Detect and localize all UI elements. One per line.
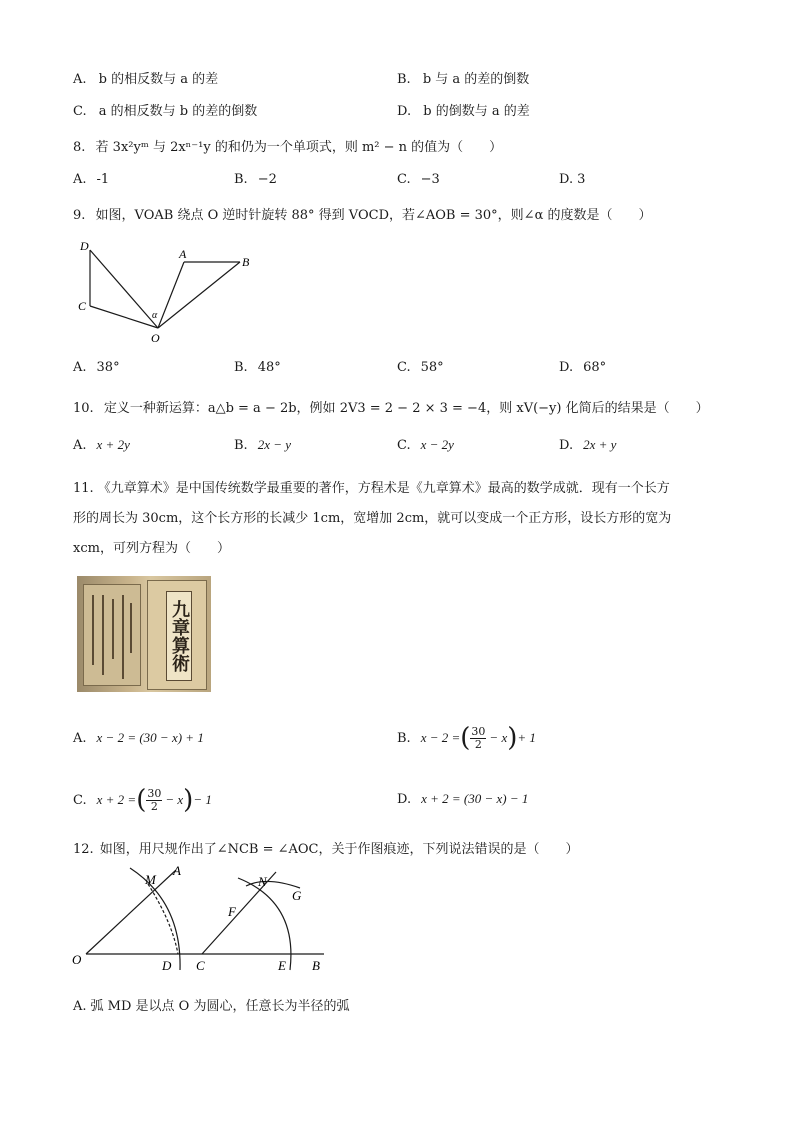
q8-stem: 8. 若 3x²yᵐ 与 2xⁿ⁻¹y 的和仍为一个单项式，则 m² − n 的值为（ ） bbox=[73, 140, 503, 155]
q10-stem: 10. 定义一种新运算：a△b = a − 2b，例如 2V3 = 2 − 2 × 3 = −4，则 xV(−y) 化简后的结果是（ ） bbox=[73, 401, 709, 416]
q8-option-b[interactable]: B. −2 bbox=[234, 172, 277, 187]
point-label-A: A bbox=[179, 247, 187, 261]
q7-option-a[interactable]: A. b 的相反数与 a 的差 bbox=[73, 72, 219, 87]
q11-option-b[interactable]: B. x − 2 = ( $\frac{30}{2}$ − x ) + 1 bbox=[397, 723, 536, 753]
q11-stem-line3: xcm，可列方程为（ ） bbox=[73, 541, 230, 556]
q10-option-d[interactable]: D. 2x + y bbox=[559, 437, 617, 453]
point-label-E: E bbox=[278, 958, 286, 973]
q10-option-c[interactable]: C. x − 2y bbox=[397, 437, 454, 453]
q12-option-a[interactable]: A. 弧 MD 是以点 O 为圆心，任意长为半径的弧 bbox=[73, 999, 350, 1014]
q12-stem: 12. 如图，用尺规作出了∠NCB = ∠AOC，关于作图痕迹，下列说法错误的是（ ） bbox=[73, 842, 579, 857]
q7-option-b[interactable]: B. b 与 a 的差的倒数 bbox=[397, 72, 530, 87]
q11-option-a[interactable]: A. x − 2 = (30 − x) + 1 bbox=[73, 730, 204, 746]
q7-option-d[interactable]: D. b 的倒数与 a 的差 bbox=[397, 104, 530, 119]
q9-option-c[interactable]: C. 58° bbox=[397, 360, 444, 375]
point-label-C: C bbox=[78, 299, 87, 313]
q8-option-a[interactable]: A. -1 bbox=[73, 172, 110, 187]
point-label-F: F bbox=[228, 904, 236, 919]
q9-rotation-figure bbox=[72, 236, 262, 348]
q9-option-d[interactable]: D. 68° bbox=[559, 360, 607, 375]
q11-stem-line1: 11. 《九章算术》是中国传统数学最重要的著作，方程术是《九章算术》最高的数学成就．现有一个长方 bbox=[73, 481, 670, 496]
jiuzhang-book-photo bbox=[77, 576, 211, 692]
q11-option-c[interactable]: C. x + 2 = ( $\frac{30}{2}$ − x ) − 1 bbox=[73, 785, 212, 815]
q9-option-a[interactable]: A. 38° bbox=[73, 360, 120, 375]
point-label-O: O bbox=[72, 952, 82, 967]
q9-option-b[interactable]: B. 48° bbox=[234, 360, 281, 375]
q9-stem: 9. 如图，VOAB 绕点 O 逆时针旋转 88° 得到 VOCD，若∠AOB = 30°，则∠α 的度数是（ ） bbox=[73, 208, 652, 223]
point-label-M: M bbox=[145, 872, 156, 887]
point-label-C: C bbox=[196, 958, 205, 973]
q11-stem-line2: 形的周长为 30cm，这个长方形的长减少 1cm，宽增加 2cm，就可以变成一个正方形，设长方形的宽为 bbox=[73, 511, 672, 526]
q8-option-d[interactable]: D. 3 bbox=[559, 172, 586, 187]
q10-option-a[interactable]: A. x + 2y bbox=[73, 437, 130, 453]
angle-alpha-label: α bbox=[152, 310, 158, 321]
point-label-N: N bbox=[258, 874, 267, 889]
q10-option-b[interactable]: B. 2x − y bbox=[234, 437, 291, 453]
q7-option-c[interactable]: C. a 的相反数与 b 的差的倒数 bbox=[73, 104, 258, 119]
q8-option-c[interactable]: C. −3 bbox=[397, 172, 440, 187]
book-title-label: 九章算術 bbox=[166, 591, 192, 681]
point-label-B: B bbox=[312, 958, 320, 973]
point-label-A: A bbox=[173, 863, 181, 878]
point-label-G: G bbox=[292, 888, 302, 903]
point-label-D: D bbox=[80, 239, 89, 253]
q12-construction-figure bbox=[66, 862, 336, 980]
point-label-B: B bbox=[242, 255, 250, 269]
point-label-D: D bbox=[162, 958, 172, 973]
q11-option-d[interactable]: D. x + 2 = (30 − x) − 1 bbox=[397, 791, 529, 807]
point-label-O: O bbox=[151, 331, 160, 345]
